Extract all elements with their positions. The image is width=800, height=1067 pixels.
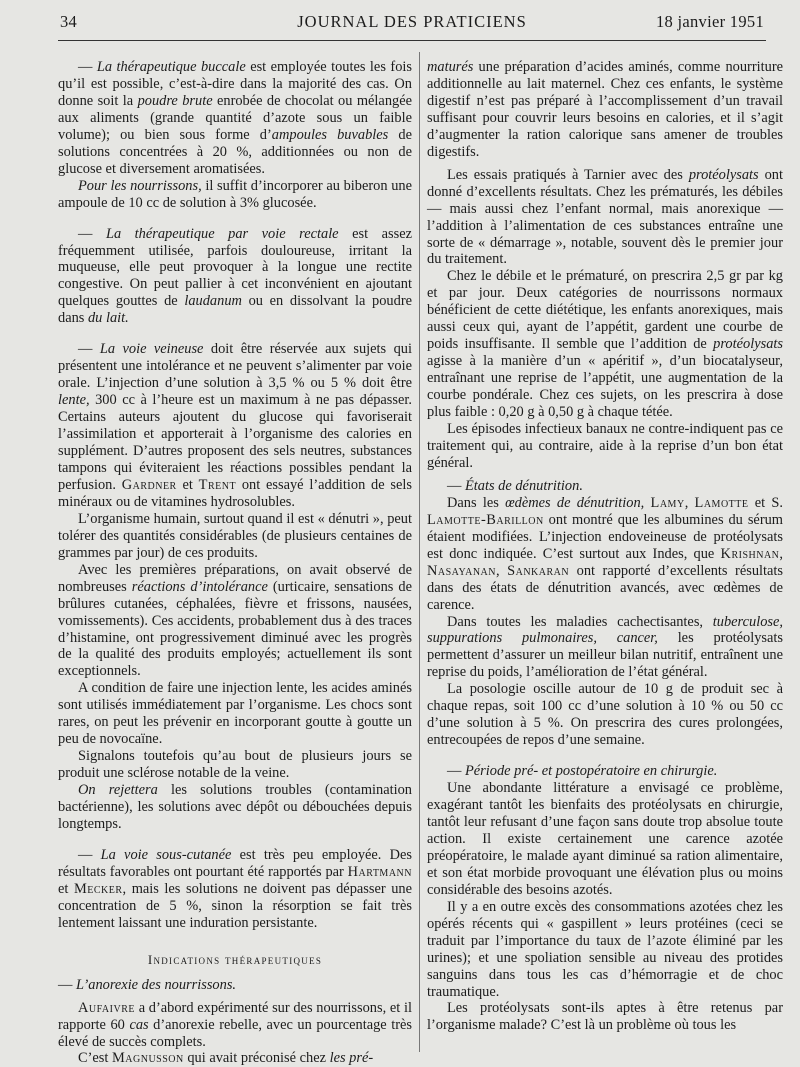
paragraph-tarnier: Les essais pratiqués à Tarnier avec des protéolysats ont donné d’excellents résultats. Chez les prématurés, les débiles — mais aussi chez l’enfant normal, mais anorexique — l’addition à l’alimentation de ces substances entraîne une sorte de « démarrage », notable, souvent dès le premier jour du traitement. [427, 166, 783, 268]
paragraph-posologie-debile: Chez le débile et le prématuré, on prescrira 2,5 gr par kg et par jour. Deux catégories de nourrissons normaux bénéficient de cette diététique, les enfants anorexiques, mais aussi ceux qui, ayant de l’appétit, gardent une courbe de poids insuffisante. Il semble que l’addition de protéolysats agisse à la manière d’un « apéritif », d’un biocatalyseur, entraînant une reprise de l’appétit, une augmentation de la courbe pondérale. Chez ces sujets, on les prescrira à dose plus faible : 0,20 g à 0,50 g à chaque tétée. [427, 268, 783, 421]
paragraph-sous-cutanee: — La voie sous-cutanée est très peu employée. Des résultats favorables ont pourtant été rapportés par Hartmann et Mecker, mais les solutions ne doivent pas dépasser une concentration de 5 %, sinon la résorption se fait très lentement laissant une induration persistante. [58, 846, 412, 931]
paragraph-organisme: L’organisme humain, surtout quand il est « dénutri », peut tolérer des quantités considérables (de plusieurs centaines de grammes par jour) de ces produits. [58, 510, 412, 561]
right-column [427, 59, 783, 1034]
journal-title: JOURNAL DES PRATICIENS [297, 12, 527, 31]
paragraph-voie-veineuse: — La voie veineuse doit être réservée aux sujets qui présentent une intolérance et ne peuvent s’alimenter par voie orale. L’injection d’une solution à 3,5 % ou 5 % doit être lente, 300 cc à l’heure est un maximum à ne pas dépasser. Certains auteurs ajoutent du glucose qui favoriserait l’assimilation et apporterait à l’organisme des calories en supplément. D’autres proposent des sels neutres, substances tampons qui éviteraient les réactions possibles pendant la perfusion. Gardner et Trent ont essayé l’addition de sels minéraux ou de vitamines hydrosolubles. [58, 341, 412, 510]
subheading-periode-operatoire: — Période pré- et postopératoire en chirurgie. [447, 763, 718, 780]
paragraph-injection-lente: A condition de faire une injection lente, les acides aminés sont utilisés immédiatement par l’organisme. Les chocs sont rares, on peut les prévenir en incorporant goutte à goutte un peu de novocaïne. [58, 680, 412, 748]
column-divider [419, 52, 420, 1052]
subheading-anorexie: — L’anorexie des nourrissons. [58, 976, 237, 993]
paragraph-posologie: La posologie oscille autour de 10 g de produit sec à chaque repas, soit 100 cc d’une solution à 10 % ou 50 cc d’une solution à 5 %. On prescrira des cures prolongées, entrecoupées de repos d’une semaine. [427, 681, 783, 749]
paragraph-cachectisantes: Dans toutes les maladies cachectisantes, tuberculose, suppurations pulmonaires, cancer, les protéolysats permettent d’assurer un meilleur bilan nutritif, entraînent une reprise du poids, l’amélioration de l’état général. [427, 613, 783, 681]
section-heading-indications: Indications thérapeutiques [147, 951, 323, 967]
header-rule [58, 40, 766, 41]
paragraph-litterature: Une abondante littérature a envisagé ce problème, exagérant tantôt les bienfaits des protéolysats en chirurgie, tantôt leur refusant d’une façon sans doute trop absolue toute action. Il existe certainement une carence azotée préopératoire, le malade ayant diminué sa ration alimentaire, et son état morbide provoquant une élévation plus ou moins considérable des besoins azotés. [427, 780, 783, 898]
paragraph-nourrissons: Pour les nourrissons, il suffit d’incorporer au biberon une ampoule de 10 cc de solution à 3% glucosée. [58, 177, 412, 211]
issue-date: 18 janvier 1951 [655, 12, 764, 31]
subheading-denutrition: — États de dénutrition. [447, 477, 583, 494]
paragraph-prematures: maturés une préparation d’acides aminés, comme nourriture additionnelle au lait maternel. Chez ces enfants, le système digestif n’est pas préparé à l’accomplissement d’un travail suffisant pour couvrir leurs besoins en calories, et il s’agit d’augmenter la ration calorique sans amener de troubles digestifs. [427, 59, 783, 160]
paragraph-aufaivre: Aufaivre a d’abord expérimenté sur des nourrissons, et il rapporte 60 cas d’anorexie rebelle, avec un pourcentage très élevé de succès complets. [58, 999, 413, 1050]
paragraph-episodes-infectieux: Les épisodes infectieux banaux ne contre-indiquent pas ce traitement qui, au contraire, aide à la reprise d’un bon état général. [427, 421, 783, 471]
paragraph-buccale: — La thérapeutique buccale est employée toutes les fois qu’il est possible, c’est-à-dire dans la majorité des cas. On donne soit la poudre brute enrobée de chocolat ou mélangée aux aliments (grande quantité d’azote sous un faible volume); ou bien sous forme d’ampoules buvables de solutions concentrées à 20 %, additionnées ou non de glucose et diversement aromatisées. [58, 59, 412, 177]
paragraph-proteolysats-aptes: Les protéolysats sont-ils aptes à être retenus par l’organisme malade? C’est là un problème où tous les [427, 1000, 783, 1034]
paragraph-voie-rectale: — La thérapeutique par voie rectale est assez fréquemment utilisée, parfois douloureuse, irritant la muqueuse, elle peut provoquer à la longue une rectite congestive. On peut pallier à cet inconvénient en ajoutant quelques gouttes de laudanum ou en dissolvant la poudre dans du lait. [58, 225, 412, 327]
paragraph-intolerance: Avec les premières préparations, on avait observé de nombreuses réactions d’intolérance (urticaire, sensations de brûlures cutanées, céphalées, fièvre et frissons, nausées, vomissements). Ces accidents, probablement dus à des traces d’histamine, ont progressivement diminué avec les progrès de la qualité des produits employés; actuellement ils sont exceptionnels. [58, 561, 412, 680]
paragraph-oedemes: Dans les œdèmes de dénutrition, Lamy, Lamotte et S. Lamotte-Barillon ont montré que les albumines du sérum étaient modifiées. L’injection endoveineuse de protéolysats est donc indiquée. C’est surtout aux Indes, que Krishnan, Nasayanan, Sankaran ont rapporté d’excellents résultats dans des états de dénutrition avancés, avec œdèmes de carence. [427, 494, 784, 613]
paragraph-rejettera: On rejettera les solutions troubles (contamination bactérienne), les solutions avec dépôt ou débouchées depuis longtemps. [58, 782, 412, 832]
paragraph-exces-azotees: Il y a en outre excès des consommations azotées chez les opérés récents qui « gaspillent » leurs protéines (ceci se traduit par l’importance du taux de l’azote éliminé par les urines); et une spoliation sensible au niveau des protides sanguins dans tous les cas d’hémorragie et de choc traumatique. [427, 898, 783, 1000]
page-number: 34 [60, 12, 78, 31]
running-header [60, 12, 764, 36]
left-column [58, 59, 412, 1067]
paragraph-magnusson: C’est Magnusson qui avait préconisé chez les pré- [78, 1050, 374, 1067]
paragraph-sclerose: Signalons toutefois qu’au bout de plusieurs jours se produit une sclérose notable de la veine. [58, 748, 412, 782]
